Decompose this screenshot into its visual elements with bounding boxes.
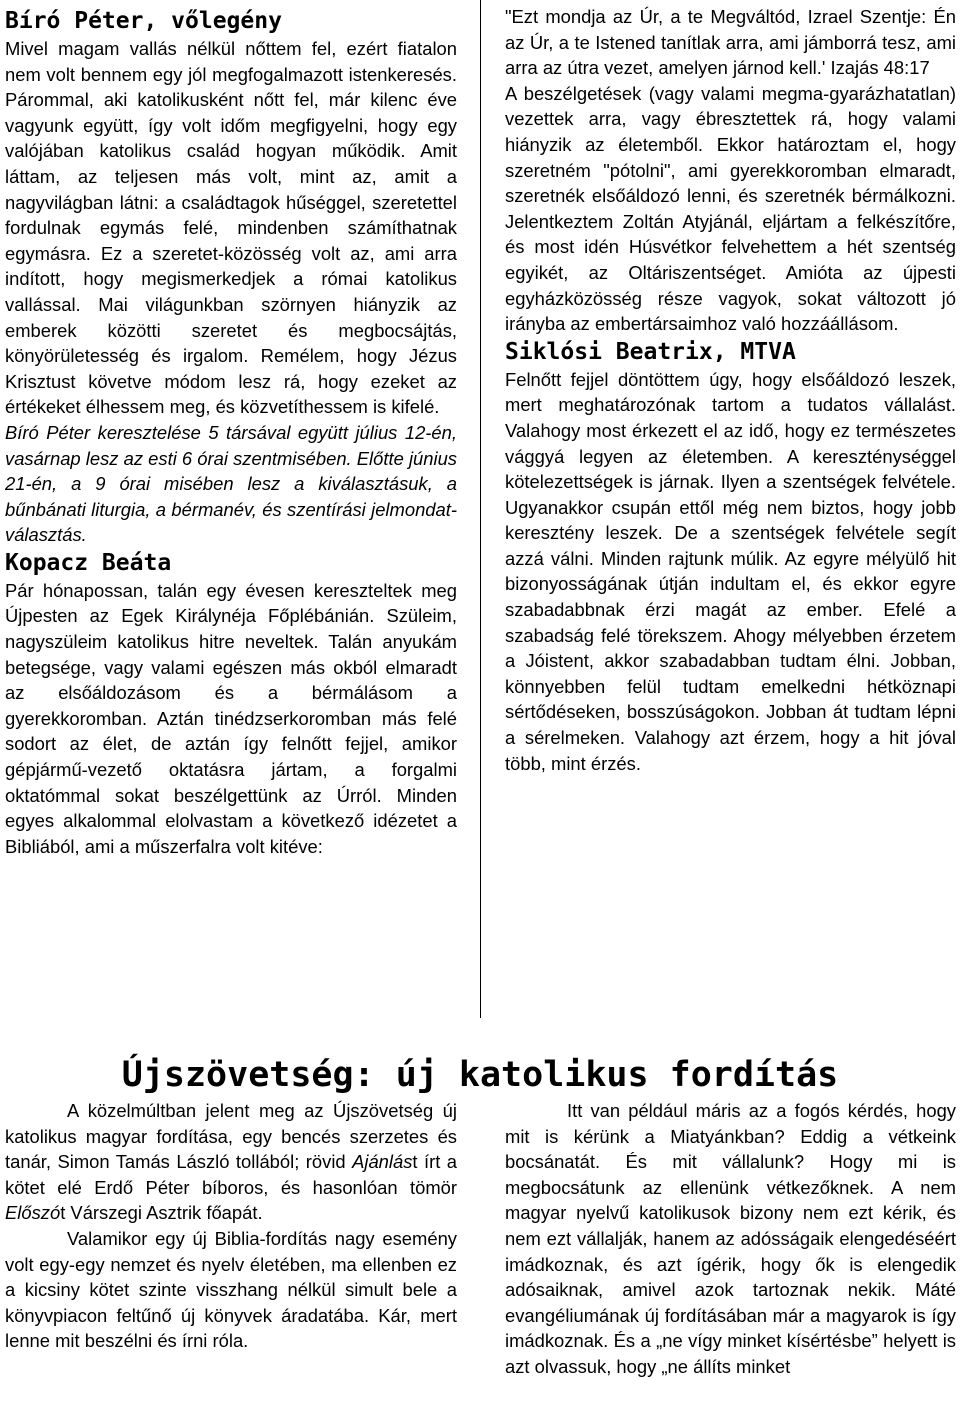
testimony-kopacz-beata: Pár hónapossan, talán egy évesen kereszteltek meg Újpesten az Egek Királynéja Főplébánián. Szüleim, nagyszüleim katolikus hitre neveltek. Talán anyukám betegsége, vagy valami egészen más okból elmaradt az elsőáldozásom és a bérmálásom a gyerekkoromban. Aztán tinédzserkoromban más felé sodort az élet, de aztán így felnőtt fejjel, amikor gépjármű-vezető oktatásra jártam, a forgalmi oktatómmal sokat beszélgettünk az Úrról. Minden egyes alkalommal elolvastam a következő idézetet a Bibliából, ami a műszerfalra volt kitéve: <box>5 579 457 857</box>
heading-siklosi-beatrix: Siklósi Beatrix, MTVA <box>505 338 796 365</box>
testimony-kopacz-beata-continued: A beszélgetések (vagy valami megma-gyarázhatatlan) vezettek arra, vagy ébresztettek rá, hogy valami hiányzik az életemből. Ekkor határoztam el, hogy szeretném "pótolni", ami gyerekkoromban elmaradt, szeretnék elsőáldozó lenni, és szeretnék bérmálkozni. Jelentkeztem Zoltán Atyjánál, eljártam a felkészítőre, és most idén Húsvétkor felvehettem a hét szentség egyikét, az Oltáriszentséget. Amióta az újpesti egyházközösség része vagyok, sokat változott jó irányba az embertársaimhoz való hozzáállásom. <box>505 82 956 335</box>
bible-quote: "Ezt mondja az Úr, a te Megváltód, Izrael Szentje: Én az Úr, a te Istened tanítlak arra, ami jámborrá tesz, ami arra az útra vezet, amelyen járnod kell.' Izajás 48:17 <box>505 6 956 79</box>
testimony-siklosi-beatrix: Felnőtt fejjel döntöttem úgy, hogy elsőáldozó leszek, mert meghatározónak tartom a tudatos vállalást. Valahogy most érkezett el az idő, hogy ez természetes vággyá legyen az életemben. A kereszténységgel kötelezettségek is járnak. Ilyen a szentségek felvétele. Ugyanakkor csupán ettől még nem biztos, hogy jobb keresztény leszek. De a szentségek felvétele segít azzá válni. Minden rajtunk múlik. Az egyre mélyülő hit bizonyosságának útján indultam el, és ekkor egyre szabadabbnak érzi magát az ember. Efelé a szabadság felé törekszem. Ahogy mélyebben érzetem a Jóistent, akkor szabadabban tudtam élni. Jobban, könnyebben felül tudtam emelkedni hétköznapi sértődéseken, bosszúságokon. Jobban át tudtam lépni a sérelmeken. Valahogy azt érzem, hogy a hit jóval több, mint érzés. <box>505 368 956 774</box>
upper-left-column <box>5 6 457 859</box>
article-paragraph-3: Itt van például máris az a fogós kérdés, hogy mit is kérünk a Miatyánkban? Eddig a vétkeink bocsánatát. És mit vállalunk? Hogy mi is megbocsátunk az ellenünk vétkezőknek. A nem magyar nyelvű katolikusok bizony nem ezt kérik, és nem ezt vállalják, hanem az adósságaik elengedéséért imádkoznak, és azt ígérik, hogy ők is elengedik adósaiknak, amivel azok tartoznak nekik. Máté evangéliumának új fordításában már a magyarok is így imádkoznak. És a „ne vígy minket kísértésbe” helyett is azt olvassuk, hogy „ne állíts minket <box>505 1100 956 1377</box>
heading-kopacz-beata: Kopacz Beáta <box>5 549 172 576</box>
article-intro: A közelmúltban jelent meg az Újszövetség új katolikus magyar fordítása, egy bencés szerzetes és tanár, Simon Tamás László tollából; rövid Ajánlást írt a kötet elé Erdő Péter bíboros, és hasonlóan tömör Előszót Várszegi Asztrik főapát. <box>5 1100 458 1224</box>
article-right-column <box>505 1098 956 1380</box>
article-title: Újszövetség: új katolikus fordítás <box>121 1055 839 1095</box>
article-left-column <box>5 1098 457 1354</box>
baptism-announcement: Bíró Péter keresztelése 5 társával együtt július 12-én, vasárnap lesz az esti 6 órai szentmisében. Előtte június 21-én, a 9 órai misében lesz a kiválasztásuk, a bűnbánati liturgia, a bérmanév, és szentírási jelmondat-választás. <box>5 421 457 546</box>
column-divider <box>480 0 481 1018</box>
upper-right-column <box>505 4 956 776</box>
testimony-biro-peter: Mivel magam vallás nélkül nőttem fel, ezért fiatalon nem volt bennem egy jól megfogalmazott istenkeresés. Párommal, aki katolikusként nőtt fel, már kilenc éve vagyunk együtt, így volt időm megfigyelni, hogy egy valójában katolikus család hogyan működik. Amit láttam, az teljesen más volt, mint az, amit a nagyvilágban látni: a családtagok hűséggel, szeretettel fordulnak egymás felé, mindenben számíthatnak egymásra. Ez a szeretet-közösség volt az, ami arra indított, hogy megismerkedjek a római katolikus vallással. Mai világunkban szörnyen hiányzik az emberek közötti szeretet és megbocsájtás, könyörületesség és irgalom. Remélem, hogy Jézus Krisztust követve módom lesz rá, hogy ezeket az értékeket élhessem meg, és közvetíthessem is kifelé. <box>5 38 457 418</box>
heading-biro-peter: Bíró Péter, vőlegény <box>5 8 282 34</box>
article-paragraph-2: Valamikor egy új Biblia-fordítás nagy esemény volt egy-egy nemzet és nyelv életében, ma ellenben ez a kicsiny kötet szinte visszhang nélkül simult bele a könyvpiacon feltűnő új könyvek áradatába. Kár, mert lenne mit beszélni és írni róla. <box>5 1227 457 1352</box>
